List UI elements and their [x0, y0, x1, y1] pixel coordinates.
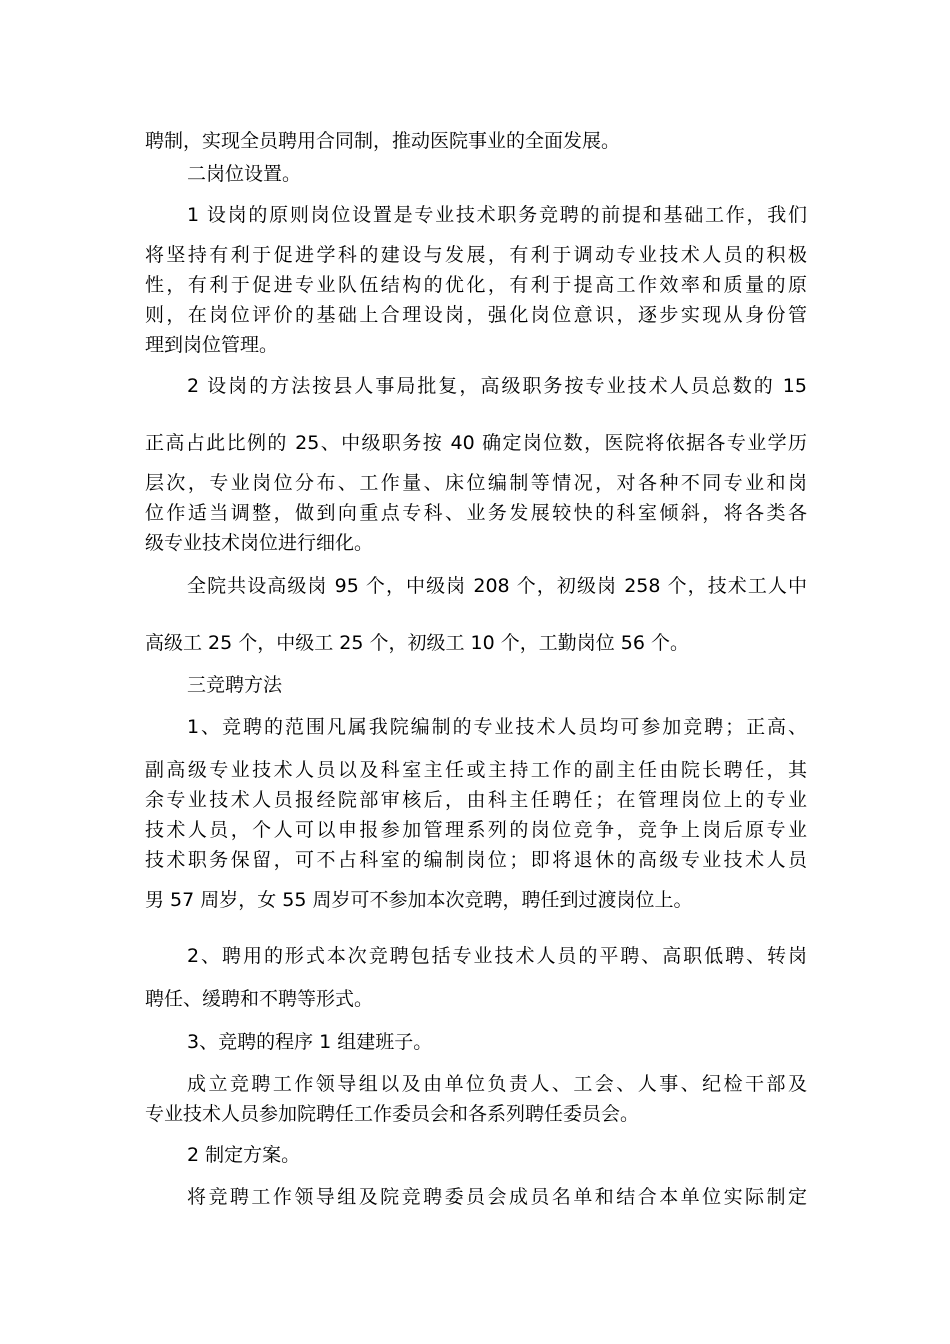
text-line: 理到岗位管理。: [145, 334, 279, 356]
text-line: 聘任、缓聘和不聘等形式。: [145, 988, 374, 1010]
text-line: 正高占此比例的 25、中级职务按 40 确定岗位数，医院将依据各专业学历: [145, 432, 807, 454]
text-line: 2 制定方案。: [187, 1144, 301, 1166]
text-line: 位作适当调整，做到向重点专科、业务发展较快的科室倾斜，将各类各: [145, 502, 807, 524]
text-line: 聘制，实现全员聘用合同制，推动医院事业的全面发展。: [145, 130, 621, 152]
text-line: 性，有利于促进专业队伍结构的优化，有利于提高工作效率和质量的原: [145, 274, 807, 296]
text-line: 将竞聘工作领导组及院竞聘委员会成员名单和结合本单位实际制定: [187, 1186, 807, 1208]
text-line: 成立竞聘工作领导组以及由单位负责人、工会、人事、纪检干部及: [187, 1073, 807, 1095]
text-line: 3、竞聘的程序 1 组建班子。: [187, 1031, 433, 1053]
text-line: 级专业技术岗位进行细化。: [145, 532, 374, 554]
section-heading: 二岗位设置。: [187, 163, 302, 185]
text-line: 层次，专业岗位分布、工作量、床位编制等情况，对各种不同专业和岗: [145, 472, 807, 494]
text-line: 2、聘用的形式本次竞聘包括专业技术人员的平聘、高职低聘、转岗: [187, 945, 807, 967]
text-line: 则，在岗位评价的基础上合理设岗，强化岗位意识，逐步实现从身份管: [145, 304, 807, 326]
text-line: 技术职务保留，可不占科室的编制岗位；即将退休的高级专业技术人员: [145, 849, 807, 871]
text-line: 2 设岗的方法按县人事局批复，高级职务按专业技术人员总数的 15: [187, 375, 807, 397]
text-line: 男 57 周岁，女 55 周岁可不参加本次竞聘，聘任到过渡岗位上。: [145, 889, 693, 911]
text-line: 高级工 25 个，中级工 25 个，初级工 10 个，工勤岗位 56 个。: [145, 632, 690, 654]
section-heading: 三竞聘方法: [187, 674, 283, 696]
text-line: 专业技术人员参加院聘任工作委员会和各系列聘任委员会。: [145, 1103, 640, 1125]
text-line: 1、竞聘的范围凡属我院编制的专业技术人员均可参加竞聘；正高、: [187, 716, 807, 738]
text-line: 余专业技术人员报经院部审核后，由科主任聘任；在管理岗位上的专业: [145, 789, 807, 811]
text-line: 全院共设高级岗 95 个，中级岗 208 个，初级岗 258 个，技术工人中: [187, 575, 807, 597]
text-line: 副高级专业技术人员以及科室主任或主持工作的副主任由院长聘任，其: [145, 759, 807, 781]
text-line: 将坚持有利于促进学科的建设与发展，有利于调动专业技术人员的积极: [145, 244, 807, 266]
text-line: 1 设岗的原则岗位设置是专业技术职务竞聘的前提和基础工作，我们: [187, 204, 807, 226]
text-line: 技术人员，个人可以申报参加管理系列的岗位竞争，竞争上岗后原专业: [145, 819, 807, 841]
